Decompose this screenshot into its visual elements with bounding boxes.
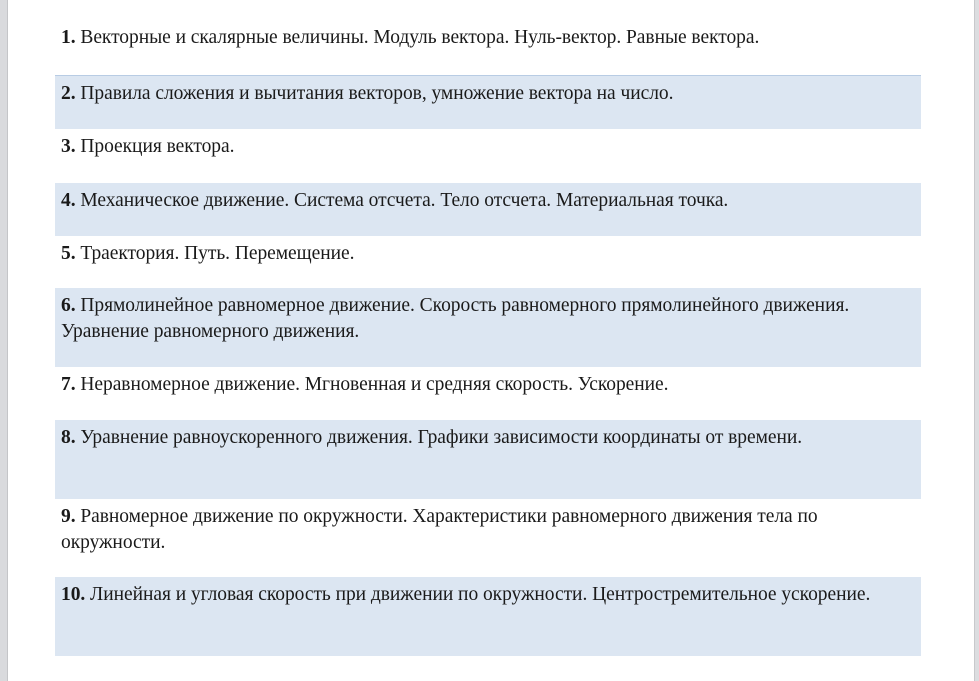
list-item bbox=[55, 499, 921, 577]
item-number: 3. bbox=[61, 136, 76, 157]
list-item bbox=[55, 20, 921, 75]
item-number: 6. bbox=[61, 295, 76, 316]
item-text: Правила сложения и вычитания векторов, умножение вектора на число. bbox=[75, 83, 674, 104]
list-item bbox=[55, 288, 921, 367]
item-number: 9. bbox=[61, 506, 76, 527]
item-text: Неравномерное движение. Мгновенная и средняя скорость. Ускорение. bbox=[75, 374, 669, 395]
item-number: 10. bbox=[61, 584, 86, 605]
list-item bbox=[55, 420, 921, 499]
item-number: 8. bbox=[61, 427, 76, 448]
list-item bbox=[55, 236, 921, 288]
item-text: Проекция вектора. bbox=[75, 136, 235, 157]
question-list bbox=[55, 20, 921, 656]
list-item bbox=[55, 75, 921, 129]
item-text: Траектория. Путь. Перемещение. bbox=[75, 243, 355, 264]
list-item bbox=[55, 577, 921, 656]
item-text: Прямолинейное равномерное движение. Скорость равномерного прямолинейного движения. Уравнение равномерного движения. bbox=[61, 295, 850, 342]
item-number: 1. bbox=[61, 27, 76, 48]
item-number: 7. bbox=[61, 374, 76, 395]
list-item bbox=[55, 129, 921, 183]
item-text: Равномерное движение по окружности. Характеристики равномерного движения тела по окружности. bbox=[61, 506, 818, 553]
list-item bbox=[55, 367, 921, 420]
right-page-edge bbox=[974, 0, 979, 681]
item-number: 4. bbox=[61, 190, 76, 211]
item-text: Линейная и угловая скорость при движении по окружности. Центростремительное ускорение. bbox=[85, 584, 871, 605]
item-text: Механическое движение. Система отсчета. Тело отсчета. Материальная точка. bbox=[75, 190, 729, 211]
list-item bbox=[55, 183, 921, 236]
item-number: 5. bbox=[61, 243, 76, 264]
item-text: Векторные и скалярные величины. Модуль вектора. Нуль-вектор. Равные вектора. bbox=[75, 27, 760, 48]
item-number: 2. bbox=[61, 83, 76, 104]
left-page-edge bbox=[0, 0, 8, 681]
item-text: Уравнение равноускоренного движения. Графики зависимости координаты от времени. bbox=[75, 427, 803, 448]
